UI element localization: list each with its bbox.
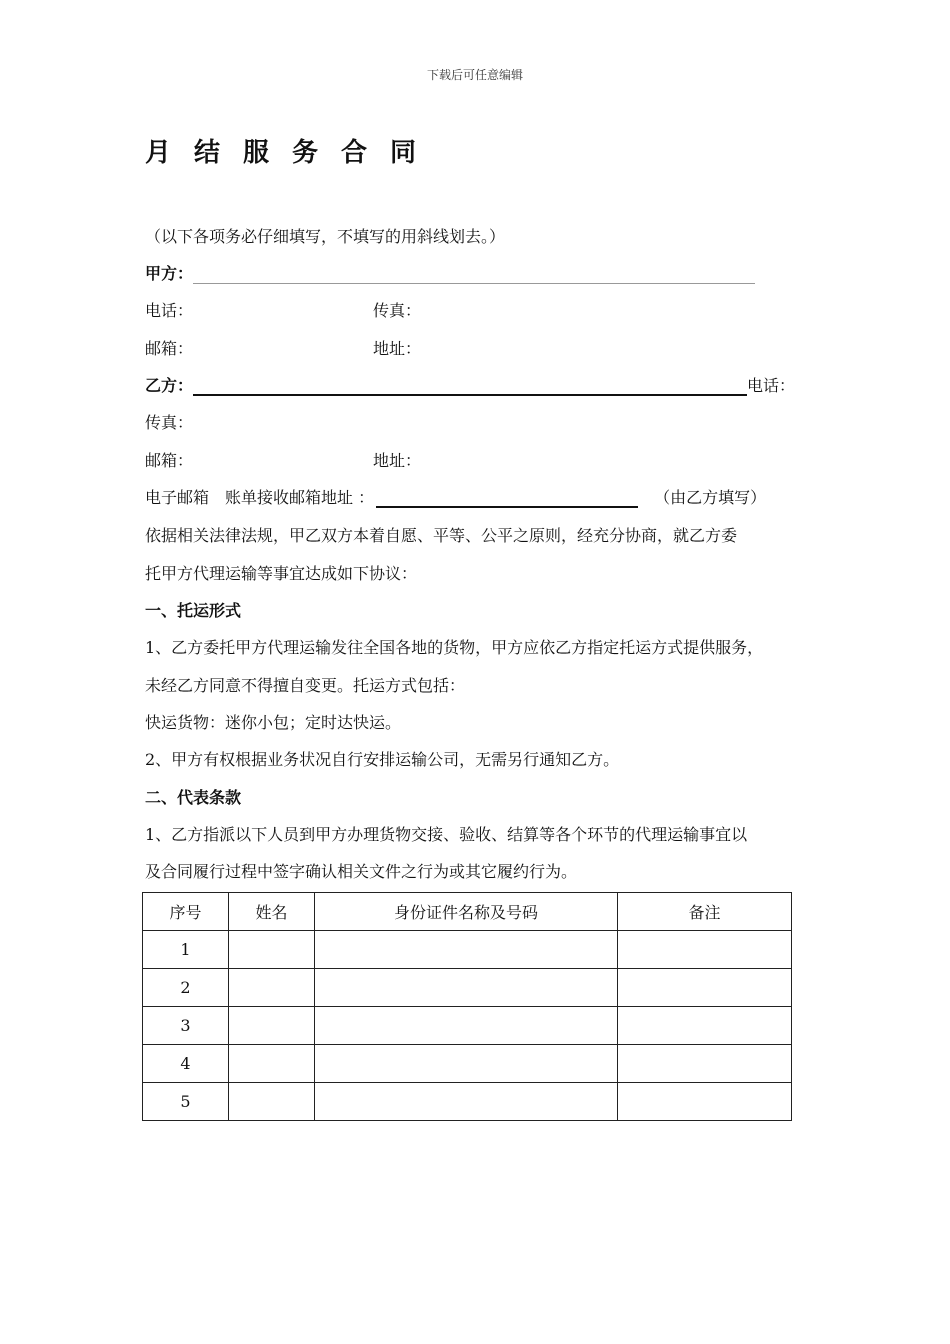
table-row xyxy=(143,969,792,1007)
billing-email-row xyxy=(145,488,766,508)
col-header-id: 身份证件名称及号码 xyxy=(315,893,618,931)
remarks-cell[interactable] xyxy=(618,1083,792,1121)
party-b-email-label: 邮箱： xyxy=(145,451,194,470)
id-cell[interactable] xyxy=(315,969,618,1007)
preamble-line-1: 依据相关法律法规，甲乙双方本着自愿、平等、公平之原则，经充分协商，就乙方委 xyxy=(145,526,738,545)
billing-email-label: 电子邮箱 账单接收邮箱地址 ： xyxy=(145,488,375,507)
id-cell[interactable] xyxy=(315,1045,618,1083)
name-cell[interactable] xyxy=(229,1045,315,1083)
row-index: 2 xyxy=(143,969,229,1007)
remarks-cell[interactable] xyxy=(618,931,792,969)
section-1-p1-line-1: 1、乙方委托甲方代理运输发往全国各地的货物，甲方应依乙方指定托运方式提供服务， xyxy=(145,638,764,657)
page-title: 月结服务合同 xyxy=(145,138,440,168)
remarks-cell[interactable] xyxy=(618,1045,792,1083)
section-2-heading: 二、代表条款 xyxy=(145,788,242,807)
name-cell[interactable] xyxy=(229,969,315,1007)
page-header-note: 下载后可任意编辑 xyxy=(426,68,523,82)
table-row xyxy=(143,1007,792,1045)
section-1-p1-line-3: 快运货物：迷你小包；定时达快运。 xyxy=(145,713,402,732)
party-a-email-label: 邮箱： xyxy=(145,339,194,358)
preamble-line-2: 托甲方代理运输等事宜达成如下协议： xyxy=(145,564,418,583)
party-b-address-label: 地址： xyxy=(373,451,422,470)
party-a-row xyxy=(145,264,755,284)
name-cell[interactable] xyxy=(229,1083,315,1121)
table-header-row xyxy=(143,893,792,931)
table-row xyxy=(143,931,792,969)
row-index: 1 xyxy=(143,931,229,969)
row-index: 3 xyxy=(143,1007,229,1045)
col-header-index: 序号 xyxy=(143,893,229,931)
party-b-label: 乙方： xyxy=(145,376,194,395)
remarks-cell[interactable] xyxy=(618,1007,792,1045)
party-b-name-field[interactable] xyxy=(193,378,747,396)
party-a-address-label: 地址： xyxy=(373,339,422,358)
col-header-name: 姓名 xyxy=(229,893,315,931)
id-cell[interactable] xyxy=(315,931,618,969)
party-b-phone-label: 电话： xyxy=(747,376,796,395)
party-b-row xyxy=(145,376,795,396)
billing-email-note: （由乙方填写） xyxy=(654,488,767,507)
col-header-remarks: 备注 xyxy=(618,893,792,931)
row-index: 4 xyxy=(143,1045,229,1083)
section-1-p2: 2、甲方有权根据业务状况自行安排运输公司，无需另行通知乙方。 xyxy=(145,750,620,769)
party-a-label: 甲方： xyxy=(145,264,194,283)
section-1-heading: 一、托运形式 xyxy=(145,601,242,620)
remarks-cell[interactable] xyxy=(618,969,792,1007)
party-b-fax-label: 传真： xyxy=(145,413,194,432)
name-cell[interactable] xyxy=(229,1007,315,1045)
billing-email-field[interactable] xyxy=(376,490,638,508)
section-1-p1-line-2: 未经乙方同意不得擅自变更。托运方式包括： xyxy=(145,676,466,695)
party-a-name-field[interactable] xyxy=(193,267,755,284)
table-row xyxy=(143,1083,792,1121)
party-a-fax-label: 传真： xyxy=(373,301,422,320)
party-a-phone-label: 电话： xyxy=(145,301,194,320)
table-row xyxy=(143,1045,792,1083)
section-2-p1-line-1: 1、乙方指派以下人员到甲方办理货物交接、验收、结算等各个环节的代理运输事宜以 xyxy=(145,825,748,844)
id-cell[interactable] xyxy=(315,1007,618,1045)
section-2-p1-line-2: 及合同履行过程中签字确认相关文件之行为或其它履约行为。 xyxy=(145,862,578,881)
id-cell[interactable] xyxy=(315,1083,618,1121)
row-index: 5 xyxy=(143,1083,229,1121)
instructions: （以下各项务必仔细填写，不填写的用斜线划去。） xyxy=(145,227,506,246)
representatives-table xyxy=(142,892,792,1121)
name-cell[interactable] xyxy=(229,931,315,969)
